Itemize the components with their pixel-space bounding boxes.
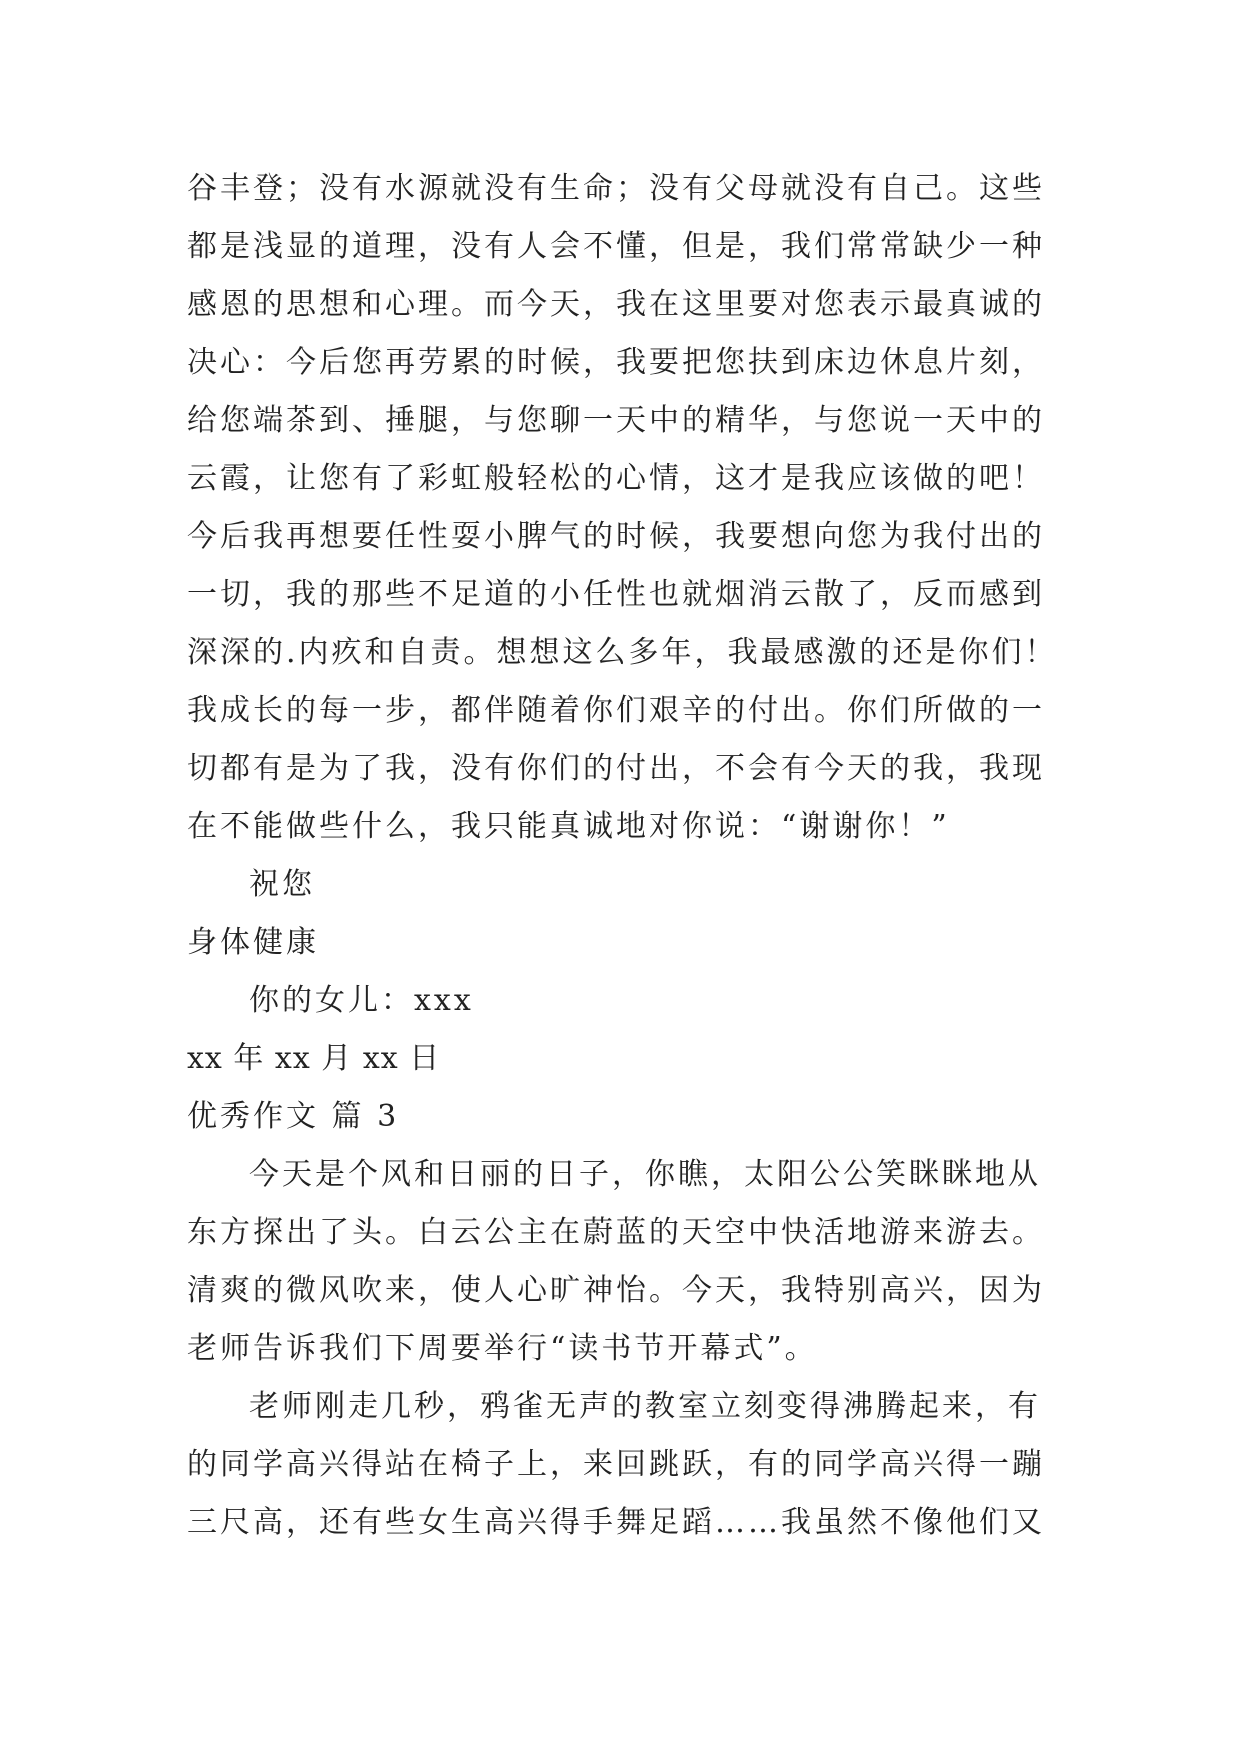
text-line: 谷丰登；没有水源就没有生命；没有父母就没有自己。这些 bbox=[187, 171, 1045, 206]
essay-line: 清爽的微风吹来，使人心旷神怡。今天，我特别高兴，因为 bbox=[187, 1273, 1045, 1308]
text-line: 决心：今后您再劳累的时候，我要把您扶到床边休息片刻， bbox=[187, 345, 1045, 380]
closing-greeting: 祝您 bbox=[249, 867, 315, 902]
text-line: 都是浅显的道理，没有人会不懂，但是，我们常常缺少一种 bbox=[187, 229, 1045, 264]
essay-line: 老师告诉我们下周要举行“读书节开幕式”。 bbox=[187, 1331, 818, 1366]
signature: 你的女儿：xxx bbox=[249, 983, 474, 1018]
closing-wish: 身体健康 bbox=[187, 925, 319, 960]
document-body bbox=[187, 160, 1057, 1552]
essay-line: 东方探出了头。白云公主在蔚蓝的天空中快活地游来游去。 bbox=[187, 1215, 1045, 1250]
text-line: 感恩的思想和心理。而今天，我在这里要对您表示最真诚的 bbox=[187, 287, 1045, 322]
text-line: 深深的.内疚和自责。想想这么多年，我最感激的还是你们！ bbox=[187, 635, 1058, 670]
essay-line: 老师刚走几秒，鸦雀无声的教室立刻变得沸腾起来，有 bbox=[249, 1389, 1041, 1424]
text-line: 切都有是为了我，没有你们的付出，不会有今天的我，我现 bbox=[187, 751, 1045, 786]
text-line: 在不能做些什么，我只能真诚地对你说：“谢谢你！” bbox=[187, 809, 950, 844]
essay-line: 三尺高，还有些女生高兴得手舞足蹈……我虽然不像他们又 bbox=[187, 1505, 1045, 1540]
text-line: 我成长的每一步，都伴随着你们艰辛的付出。你们所做的一 bbox=[187, 693, 1045, 728]
section-title: 优秀作文 篇 3 bbox=[187, 1099, 400, 1134]
text-line: 今后我再想要任性耍小脾气的时候，我要想向您为我付出的 bbox=[187, 519, 1045, 554]
essay-line: 今天是个风和日丽的日子，你瞧，太阳公公笑眯眯地从 bbox=[249, 1157, 1041, 1192]
essay-line: 的同学高兴得站在椅子上，来回跳跃，有的同学高兴得一蹦 bbox=[187, 1447, 1045, 1482]
text-line: 一切，我的那些不足道的小任性也就烟消云散了，反而感到 bbox=[187, 577, 1045, 612]
text-line: 给您端茶到、捶腿，与您聊一天中的精华，与您说一天中的 bbox=[187, 403, 1045, 438]
letter-date: xx 年 xx 月 xx 日 bbox=[187, 1041, 441, 1076]
text-line: 云霞，让您有了彩虹般轻松的心情，这才是我应该做的吧！ bbox=[187, 461, 1045, 496]
